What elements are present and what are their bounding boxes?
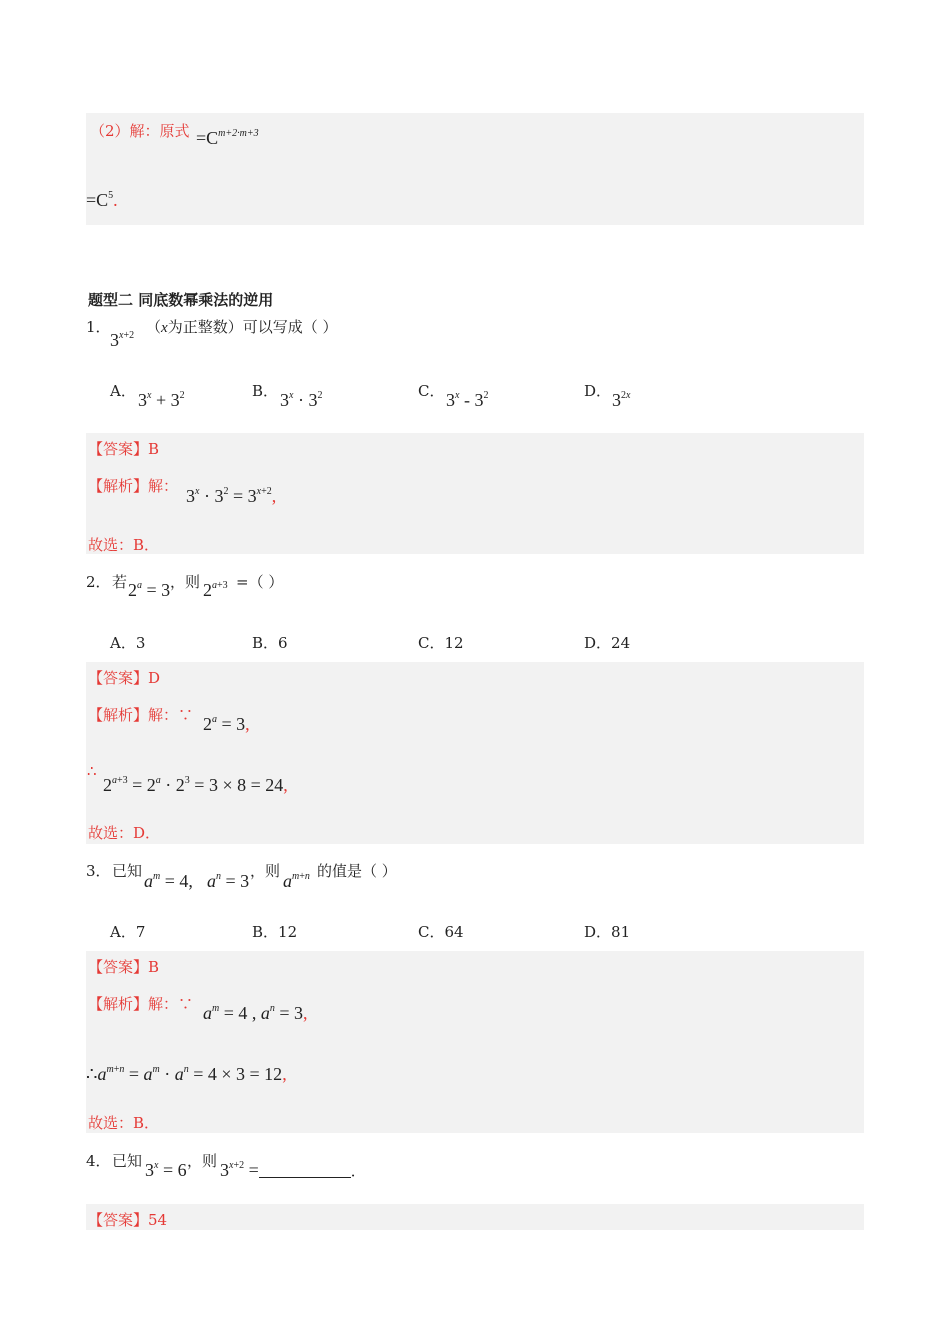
solution-line-1: $=C^{m+2\cdot m+3}$ bbox=[196, 128, 259, 148]
q1-option-a-expr: $3^x + 3^2$ bbox=[138, 390, 185, 410]
q2-conclusion: 故选：D． bbox=[88, 824, 161, 842]
q4-answer-blank[interactable] bbox=[259, 1163, 351, 1178]
q4-answer-box bbox=[86, 1204, 864, 1230]
q3-step-1: $a^m = 4$ , $a^n = 3$, bbox=[203, 1003, 308, 1023]
q4-answer: 【答案】54 bbox=[88, 1211, 168, 1229]
q3-answer-box bbox=[86, 951, 864, 1133]
q2-target: $2^{a+3}$ bbox=[203, 580, 228, 600]
q1-stem: （x为正整数）可以写成（ ） bbox=[146, 318, 338, 336]
q4-stem-b: ，则 bbox=[187, 1152, 218, 1170]
q1-option-a-label: A． bbox=[110, 382, 136, 400]
q2-stem-b: ，则 bbox=[170, 573, 201, 591]
q1-analysis-expr: $3^x \cdot 3^2 = 3^{x+2}$, bbox=[186, 486, 277, 506]
q1-option-d-expr: $3^{2x}$ bbox=[612, 390, 631, 410]
q4-number: 4． bbox=[86, 1152, 111, 1170]
q2-answer: 【答案】D bbox=[88, 669, 161, 687]
q3-number: 3． bbox=[86, 862, 111, 880]
q4-target: $3^{x+2}$ = ． bbox=[220, 1160, 366, 1180]
q3-option-d: D．81 bbox=[584, 923, 631, 941]
q2-option-d: D．24 bbox=[584, 634, 631, 652]
q3-step-2: $\therefore a^{m+n} = a^m \cdot a^n = 4 \times 3 = 12$, bbox=[86, 1064, 287, 1084]
q3-target: $a^{m+n}$ bbox=[283, 871, 310, 891]
q2-number: 2． bbox=[86, 573, 111, 591]
q2-step-2: $2^{a+3} = 2^a \cdot 2^3 = 3 \times 8 = 24$, bbox=[103, 775, 288, 795]
q3-stem-b: ，则 bbox=[250, 862, 281, 880]
q2-step-1: $2^a = 3$, bbox=[203, 714, 250, 734]
q2-option-c: C．12 bbox=[418, 634, 464, 652]
q3-given-1: $a^m = 4$, bbox=[144, 871, 193, 891]
q3-option-b: B．12 bbox=[252, 923, 298, 941]
q2-answer-box bbox=[86, 662, 864, 844]
q1-option-c-expr: $3^x - 3^2$ bbox=[446, 390, 489, 410]
q2-therefore: ∴ bbox=[87, 762, 97, 780]
q3-analysis-label: 【解析】解：∵ bbox=[88, 995, 194, 1013]
q1-option-c-label: C． bbox=[418, 382, 445, 400]
solution-label: （2）解：原式 bbox=[90, 122, 190, 140]
q3-stem-a: 已知 bbox=[112, 862, 143, 880]
q1-option-d-label: D． bbox=[584, 382, 612, 400]
q1-analysis-label: 【解析】解： bbox=[88, 477, 179, 495]
q4-given: $3^x = 6$ bbox=[145, 1160, 187, 1180]
q1-expression: $3^{x+2}$ bbox=[110, 330, 135, 350]
q3-given-2: $a^n = 3$ bbox=[207, 871, 250, 891]
q3-answer: 【答案】B bbox=[88, 958, 160, 976]
q2-analysis-label: 【解析】解：∵ bbox=[88, 706, 194, 724]
q1-conclusion: 故选：B． bbox=[88, 536, 160, 554]
solution-line-2: $=C^5$. bbox=[86, 190, 118, 210]
q2-option-b: B．6 bbox=[252, 634, 288, 652]
q1-answer: 【答案】B bbox=[88, 440, 160, 458]
q3-stem-c: 的值是（ ） bbox=[317, 862, 397, 880]
q3-option-c: C．64 bbox=[418, 923, 464, 941]
q4-stem-a: 已知 bbox=[112, 1152, 143, 1170]
q1-option-b-expr: $3^x \cdot 3^2$ bbox=[280, 390, 323, 410]
q2-stem-c: =（ ） bbox=[236, 573, 284, 591]
q1-number: 1． bbox=[86, 318, 111, 336]
q1-option-b-label: B． bbox=[252, 382, 279, 400]
q3-conclusion: 故选：B． bbox=[88, 1114, 160, 1132]
q2-given: $2^a = 3$ bbox=[128, 580, 171, 600]
q2-option-a: A．3 bbox=[110, 634, 146, 652]
q3-option-a: A．7 bbox=[110, 923, 146, 941]
section-title: 题型二 同底数幂乘法的逆用 bbox=[88, 291, 274, 309]
q2-stem-a: 若 bbox=[112, 573, 128, 591]
